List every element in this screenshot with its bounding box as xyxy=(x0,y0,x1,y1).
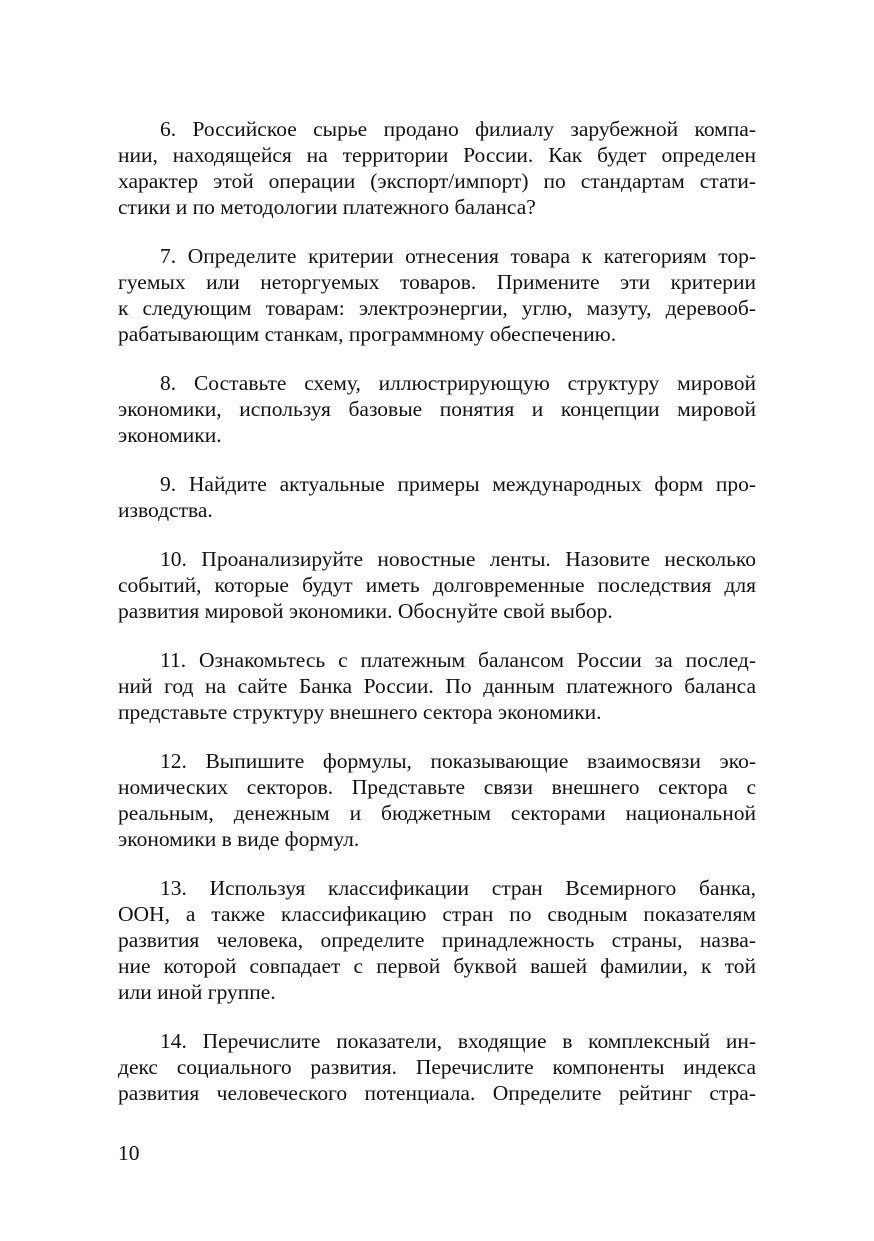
exercise-8 xyxy=(118,370,756,448)
text-line: экономики, используя базовые понятия и концепции мировой xyxy=(118,397,756,421)
exercise-7 xyxy=(118,243,756,347)
text-line: событий, которые будут иметь долговременные последствия для xyxy=(118,573,756,597)
text-line: 11. Ознакомьтесь с платежным балансом России за послед- xyxy=(160,648,756,672)
page-number: 10 xyxy=(118,1141,140,1165)
text-line: развития человеческого потенциала. Определите рейтинг стра- xyxy=(118,1081,756,1105)
text-line: номических секторов. Представьте связи внешнего сектора с xyxy=(118,775,756,799)
exercise-12 xyxy=(118,748,756,852)
exercise-9 xyxy=(118,471,756,523)
text-line: развития мировой экономики. Обоснуйте свой выбор. xyxy=(118,599,613,623)
text-line: 9. Найдите актуальные примеры международных форм про- xyxy=(160,472,756,496)
text-line: 13. Используя классификации стран Всемирного банка, xyxy=(160,876,756,900)
text-line: рабатывающим станкам, программному обеспечению. xyxy=(118,322,617,346)
text-line: стики и по методологии платежного баланса? xyxy=(118,195,536,219)
text-line: экономики. xyxy=(118,423,222,447)
text-line: ние которой совпадает с первой буквой вашей фамилии, к той xyxy=(118,954,756,978)
text-line: 6. Российское сырье продано филиалу зарубежной компа- xyxy=(160,117,756,141)
page-body xyxy=(118,116,756,1129)
text-line: ООН, а также классификацию стран по сводным показателям xyxy=(118,902,756,926)
text-line: 7. Определите критерии отнесения товара к категориям тор- xyxy=(160,244,756,268)
text-line: 8. Составьте схему, иллюстрирующую структуру мировой xyxy=(160,371,756,395)
text-line: 14. Перечислите показатели, входящие в комплексный ин- xyxy=(160,1029,756,1053)
text-line: экономики в виде формул. xyxy=(118,827,360,851)
text-line: реальным, денежным и бюджетным секторами национальной xyxy=(118,801,756,825)
text-line: изводства. xyxy=(118,498,213,522)
text-line: характер этой операции (экспорт/импорт) по стандартам стати- xyxy=(118,169,756,193)
exercise-6 xyxy=(118,116,756,220)
text-line: 12. Выпишите формулы, показывающие взаимосвязи эко- xyxy=(160,749,756,773)
text-line: ний год на сайте Банка России. По данным платежного баланса xyxy=(118,674,756,698)
text-line: к следующим товарам: электроэнергии, углю, мазуту, деревооб- xyxy=(118,296,756,320)
exercise-10 xyxy=(118,546,756,624)
text-line: декс социального развития. Перечислите компоненты индекса xyxy=(118,1055,756,1079)
exercise-14 xyxy=(118,1028,756,1106)
exercise-13 xyxy=(118,875,756,1005)
text-line: представьте структуру внешнего сектора экономики. xyxy=(118,700,602,724)
text-line: 10. Проанализируйте новостные ленты. Назовите несколько xyxy=(160,547,756,571)
text-line: гуемых или неторгуемых товаров. Примените эти критерии xyxy=(118,270,756,294)
text-line: или иной группе. xyxy=(118,980,276,1004)
text-line: нии, находящейся на территории России. Как будет определен xyxy=(118,143,756,167)
exercise-11 xyxy=(118,647,756,725)
text-line: развития человека, определите принадлежность страны, назва- xyxy=(118,928,756,952)
